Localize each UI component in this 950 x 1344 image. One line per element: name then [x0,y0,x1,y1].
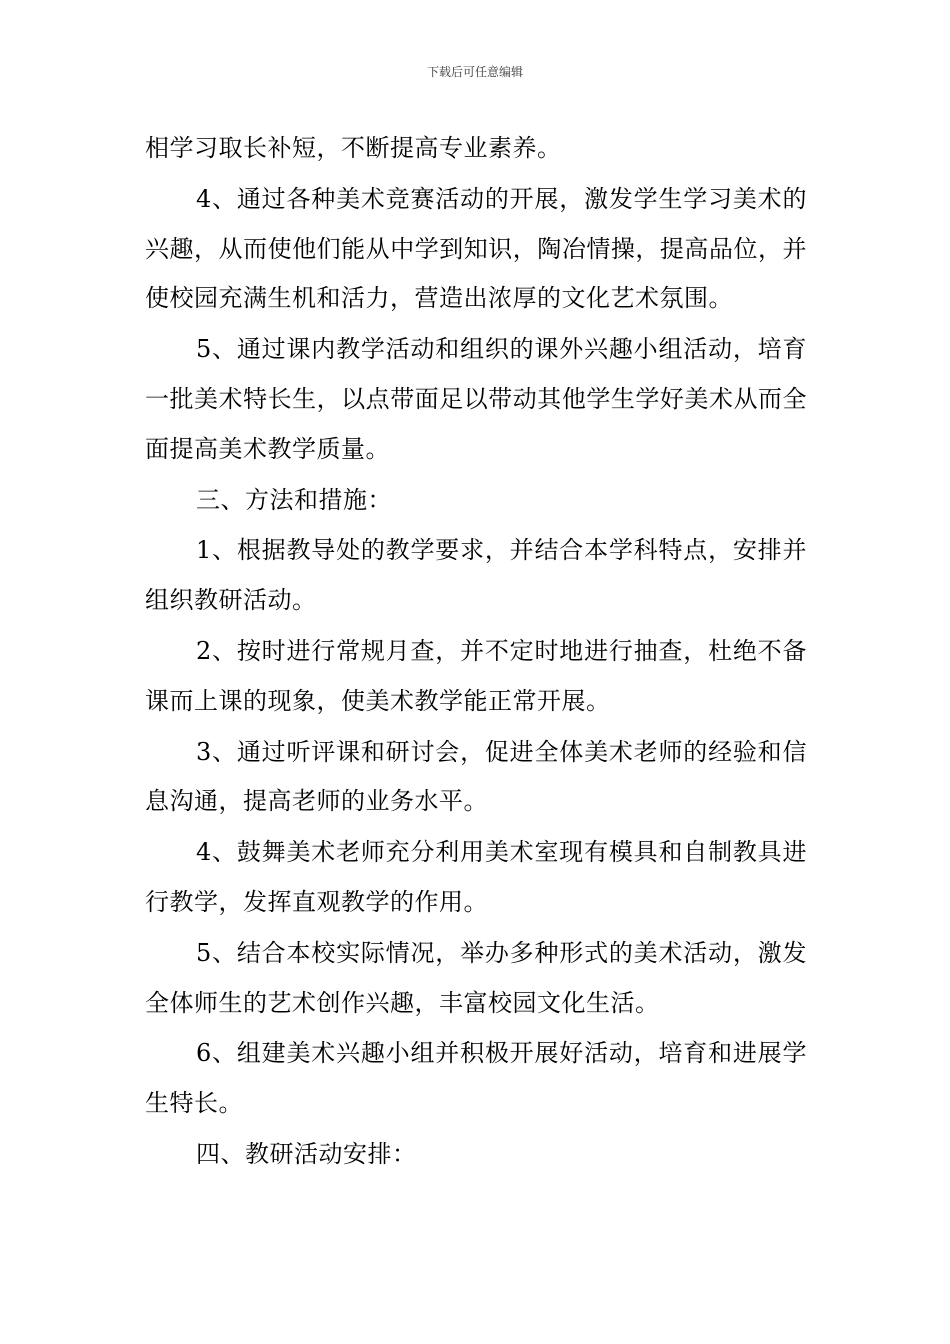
paragraph-method-3: 3、通过听评课和研讨会，促进全体美术老师的经验和信息沟通，提高老师的业务水平。 [145,737,807,816]
paragraph-goal-5: 5、通过课内教学活动和组织的课外兴趣小组活动，培育一批美术特长生，以点带面足以带动其他学生学好美术从而全面提高美术教学质量。 [145,335,807,463]
paragraph-continuation: 相学习取长补短，不断提高专业素养。 [145,134,562,162]
document-body [145,124,807,1181]
paragraph-method-5: 5、结合本校实际情况，举办多种形式的美术活动，激发全体师生的艺术创作兴趣，丰富校园文化生活。 [145,938,807,1017]
paragraph-method-2: 2、按时进行常规月查，并不定时地进行抽查，杜绝不备课而上课的现象，使美术教学能正常开展。 [145,636,807,715]
paragraph-goal-4: 4、通过各种美术竞赛活动的开展，激发学生学习美术的兴趣，从而使他们能从中学到知识，陶冶情操，提高品位，并使校园充满生机和活力，营造出浓厚的文化艺术氛围。 [145,184,807,313]
page-header: 下载后可任意编辑 [426,65,523,79]
section-heading-schedule: 四、教研活动安排： [196,1139,417,1168]
paragraph-method-4: 4、鼓舞美术老师充分利用美术室现有模具和自制教具进行教学，发挥直观教学的作用。 [145,838,807,916]
paragraph-method-6: 6、组建美术兴趣小组并积极开展好活动，培育和进展学生特长。 [145,1039,807,1118]
section-heading-methods: 三、方法和措施： [196,485,392,514]
paragraph-method-1: 1、根据教导处的教学要求，并结合本学科特点，安排并组织教研活动。 [145,536,807,615]
